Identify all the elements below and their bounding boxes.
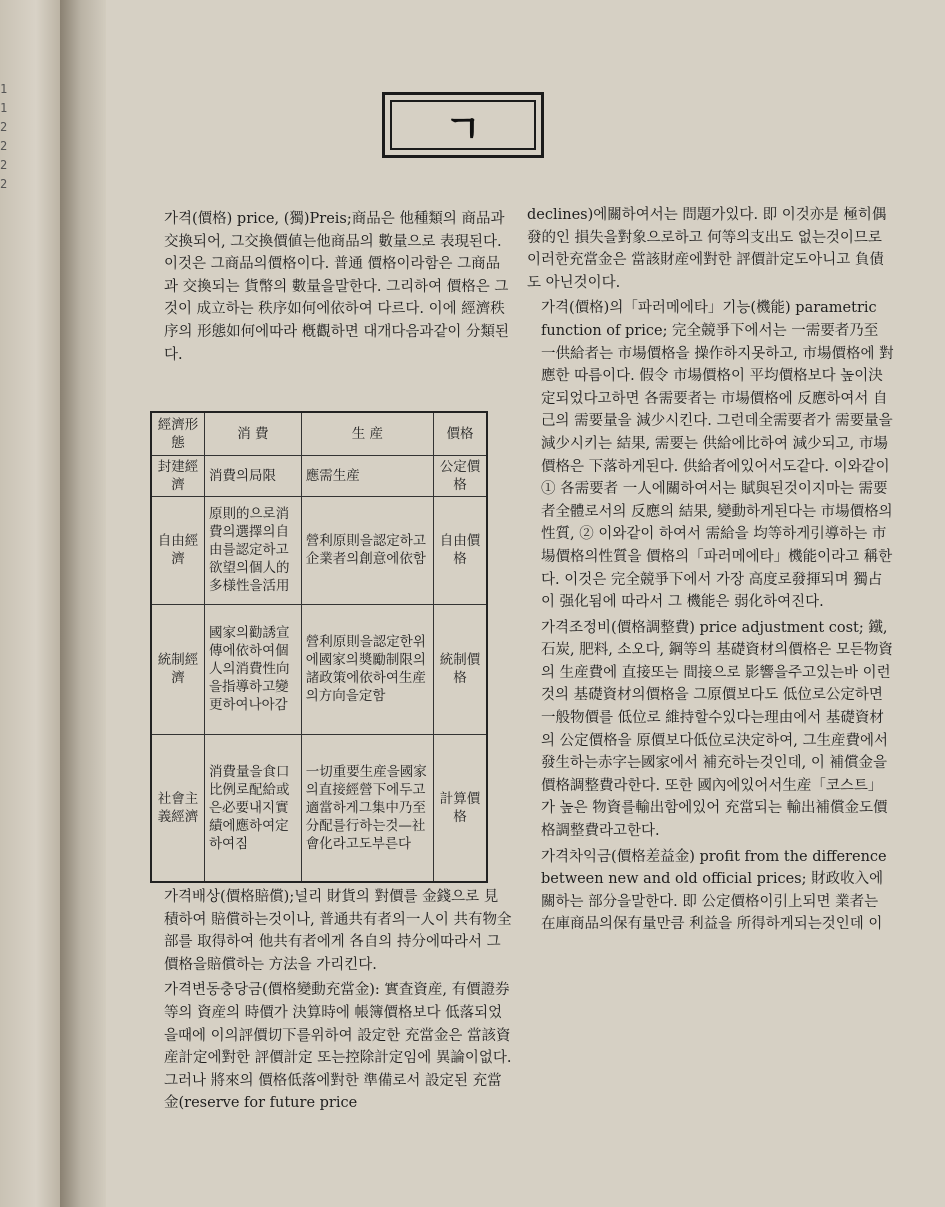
entry-price-adjustment-cost: 가격조정비(價格調整費) price adjustment cost; 鐵, 石炭, 肥料, 소오다, 鋼等의 基礎資材의價格은 모든物資의 生産費에 直接또는 間接으로 影響을주고있는바 이런것의 基礎資材의價格을 그原價보다도 低位로公定하면 一般物價를 低位로 維持할수있다는理由에서 基礎資材의 公定價格을 原價보다低位로決定하여, 그生産費에서 發生하는赤字는國家에서 補充하는것인데, 이 補償金을 價格調整費라한다. 또한 國內에있어서生産「코스트」가 높은 物資를輸出함에있어 充當되는 輸出補償金도價格調整費라고한다. <box>541 619 893 840</box>
entry-price-fluctuation-reserve: 가격변동충당금(價格變動充當金): 實査資産, 有價證券等의 資産의 時價가 決算時에 帳簿價格보다 低落되었을때에 이의評價切下를위하여 設定한 充當金은 當該資産計定에對한 評價計定 또는控除計定임에 異論이없다. 그러나 將來의 價格低落에對한 準備로서 設定된 充當金(reserve for future price <box>164 982 512 1112</box>
table-row <box>151 455 487 496</box>
table-row <box>151 496 487 604</box>
table-cell: 自由經濟 <box>151 496 205 604</box>
entry-parametric-function: 가격(價格)의「파러메에타」기능(機能) parametric function of price; 完全競爭下에서는 一需要者乃至 一供給者는 市場價格을 操作하지못하고, 市場價格에 對應한 따름이다. 假令 市場價格이 平均價格보다 높이決定되었다고하면 各需要者는 市場價格에 反應하여서 自己의 需要量을 減少시킨다. 그런데全需要者가 需要量을 減少시키는 結果, 需要는 供給에比하여 減少되고, 市場價格은 下落하게된다. 供給者에있어서도같다. 이와같이 ① 各需要者 一人에關하여서는 賦與된것이지마는 需要者全體로서의 反應의 結果, 變動하게된다는 市場價格의性質, ② 이와같이 하여서 需給을 均等하게引導하는 市場價格의性質을 價格의「파러메에타」機能이라고 稱한다. 이것은 完全競爭下에서 가장 高度로發揮되며 獨占이 强化됨에 따라서 그 機能은 弱化하여진다. <box>541 300 894 611</box>
left-page-edge <box>0 0 60 1207</box>
section-header-box <box>382 92 544 158</box>
table-cell: 消費量을食口比例로配給或은必要내지實績에應하여定하여짐 <box>205 734 302 882</box>
table-cell: 消費의局限 <box>205 455 302 496</box>
entry-continuation: declines)에關하여서는 問題가있다. 即 이것亦是 極히偶發的인 損失을對象으로하고 何等의支出도 없는것이므로 이러한充當金은 當該財産에對한 評價計定도아니고 負債도 아닌것이다. <box>527 207 887 291</box>
table-cell: 自由價格 <box>434 496 488 604</box>
entry-price-compensation: 가격배상(價格賠償);널리 財貨의 對價를 金錢으로 見積하여 賠償하는것이나, 普通共有者의一人이 共有物全部를 取得하여 他共有者에게 各自의 持分에따라서 그價格을賠償하는 方法을 가리킨다. <box>164 889 512 973</box>
margin-mark: 1 <box>0 82 8 96</box>
table-row <box>151 734 487 882</box>
section-letter: ㄱ <box>390 100 536 150</box>
entry-price-difference-profit: 가격차익금(價格差益金) profit from the difference between new and old official prices; 財政收入에關하는 部分을말한다. 即 公定價格이引上되면 業者는 在庫商品의保有量만큼 利益을 所得하게되는것인데 이 <box>541 848 887 933</box>
right-column <box>527 204 895 939</box>
margin-mark: 2 <box>0 158 8 172</box>
economy-price-classification-table <box>150 411 488 883</box>
margin-mark: 2 <box>0 139 8 153</box>
entry-price: 가격(價格) price, (獨)Preis;商品은 他種類의 商品과 交換되어, 그交換價値는他商品의 數量으로 表現된다. 이것은 그商品의價格이다. 普通 價格이라함은 그商品과 交換되는 貨幣의 數量을말한다. 그리하여 價格은 그것이 成立하는 秩序如何에依하여 다르다. 이에 經濟秩序의 形態如何에따라 槪觀하면 대개다음과같이 分類된다. <box>164 211 510 363</box>
table-cell: 統制經濟 <box>151 604 205 734</box>
margin-mark: 2 <box>0 177 8 191</box>
book-gutter <box>60 0 106 1207</box>
table-cell: 原則的으로消費의選擇의自由를認定하고欲望의個人的多様性을活用 <box>205 496 302 604</box>
table-cell: 營利原則을認定하고企業者의創意에依함 <box>301 496 433 604</box>
table-cell: 社會主義經濟 <box>151 734 205 882</box>
table-cell: 封建經濟 <box>151 455 205 496</box>
table-cell: 營利原則을認定한위에國家의奬勵制限의諸政策에依하여生産의方向을定함 <box>301 604 433 734</box>
left-column-bottom <box>150 886 512 1118</box>
table-header-cell: 經濟形態 <box>151 412 205 455</box>
table-cell: 統制價格 <box>434 604 488 734</box>
table-header-row <box>151 412 487 455</box>
table-cell: 公定價格 <box>434 455 488 496</box>
table-header-cell: 價格 <box>434 412 488 455</box>
table-cell: 一切重要生産을國家의直接經營下에두고適當하게그集中乃至分配를行하는것—社會化라고도부른다 <box>301 734 433 882</box>
margin-mark: 2 <box>0 120 8 134</box>
left-margin-marks <box>0 80 14 194</box>
margin-mark: 1 <box>0 101 8 115</box>
table-header-cell: 消 費 <box>205 412 302 455</box>
left-column-top <box>150 208 512 369</box>
table-cell: 國家의勸誘宣傳에依하여個人의消費性向을指導하고變更하여나아감 <box>205 604 302 734</box>
table-header-cell: 生 産 <box>301 412 433 455</box>
table-cell: 計算價格 <box>434 734 488 882</box>
table-cell: 應需生産 <box>301 455 433 496</box>
table-row <box>151 604 487 734</box>
